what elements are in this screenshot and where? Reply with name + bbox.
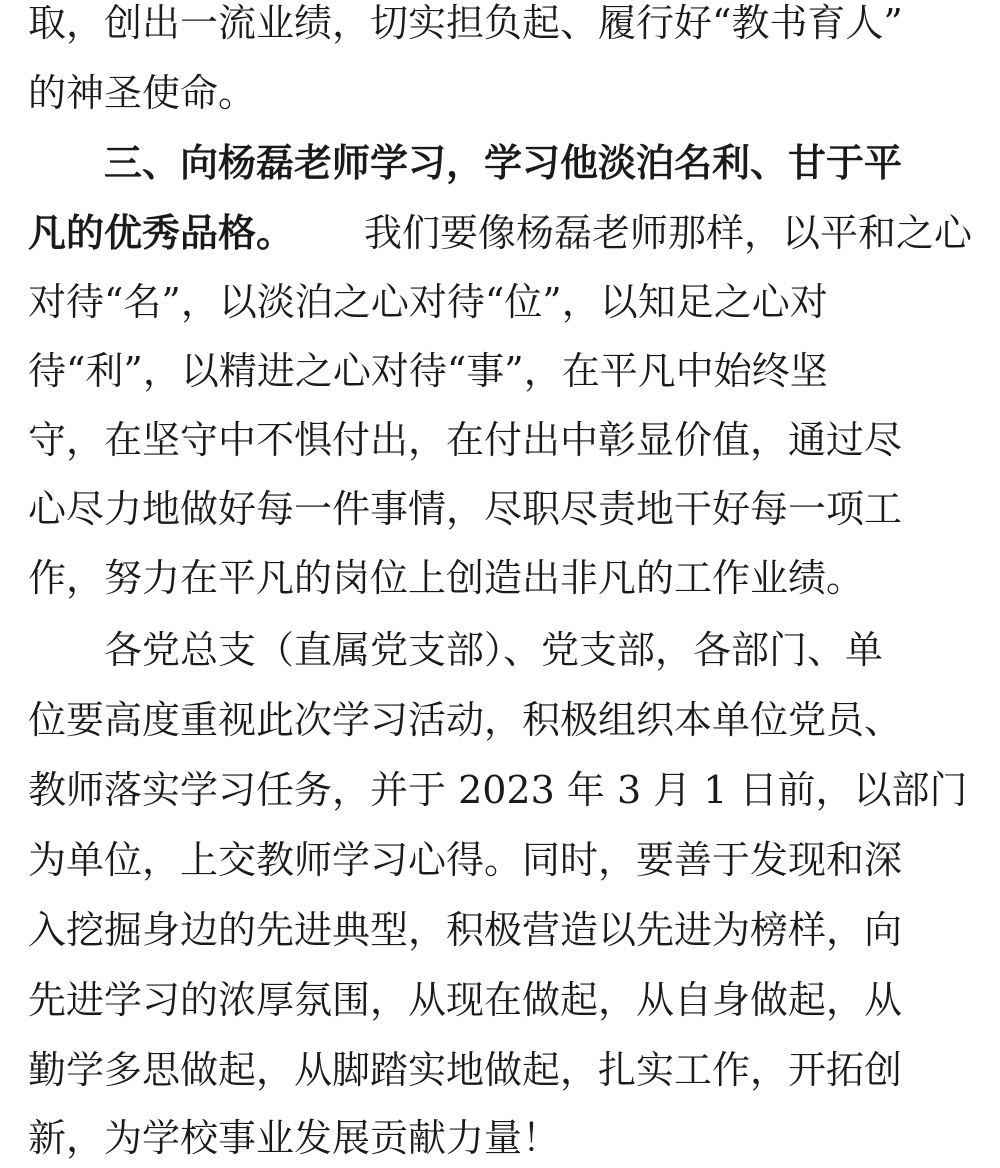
- body-line-16: [28, 1040, 972, 1100]
- line-text: 心尽力地做好每一件事情，尽职尽责地干好每一项工: [28, 487, 903, 531]
- body-line-9: [28, 548, 972, 608]
- body-line-1: [28, 0, 972, 53]
- line-text: 各党总支（直属党支部）、党支部，各部门、单: [104, 628, 884, 672]
- body-line-11: [28, 690, 972, 750]
- line-text: 先进学习的浓厚氛围，从现在做起，从自身做起，从: [28, 978, 903, 1022]
- body-line-7: [28, 410, 972, 470]
- line-text: 对待“名”，以淡泊之心对待“位”，以知足之心对: [28, 280, 828, 324]
- line-text: 新，为学校事业发展贡献力量！: [28, 1116, 561, 1160]
- line-text: 位要高度重视此次学习活动，积极组织本单位党员、: [28, 698, 903, 742]
- body-line-10: [104, 620, 972, 680]
- body-line-13: [28, 830, 972, 890]
- line-text: 勤学多思做起，从脚踏实地做起，扎实工作，开拓创: [28, 1048, 903, 1092]
- line-text: 入挖掘身边的先进典型，积极营造以先进为榜样，向: [28, 908, 903, 952]
- line-text: 的神圣使命。: [28, 71, 257, 115]
- line-text: 守，在坚守中不惧付出，在付出中彰显价值，通过尽: [28, 418, 903, 462]
- body-line-6: [28, 341, 972, 401]
- body-line-14: [28, 900, 972, 960]
- line-text: 我们要像杨磊老师那样，以平和之心: [363, 211, 972, 255]
- line-text: 待“利”，以精进之心对待“事”，在平凡中始终坚: [28, 349, 828, 393]
- body-line-17: [28, 1108, 972, 1168]
- body-line-8: [28, 479, 972, 539]
- section-heading-3-line-1: [104, 133, 972, 193]
- body-line-2: [28, 63, 972, 123]
- body-line-4: [28, 203, 972, 263]
- heading-text: 凡的优秀品格。: [28, 210, 295, 255]
- body-line-12: [28, 760, 972, 820]
- body-line-15: [28, 970, 972, 1030]
- body-line-5: [28, 272, 972, 332]
- line-text: 作，努力在平凡的岗位上创造出非凡的工作业绩。: [28, 556, 865, 600]
- line-text: 为单位，上交教师学习心得。同时，要善于发现和深: [28, 838, 903, 882]
- line-text: 教师落实学习任务，并于 2023 年 3 月 1 日前，以部门: [28, 768, 968, 812]
- line-text: 取，创出一流业绩，切实担负起、履行好“教书育人”: [28, 1, 903, 45]
- heading-text: 三、向杨磊老师学习，学习他淡泊名利、甘于平: [104, 140, 903, 185]
